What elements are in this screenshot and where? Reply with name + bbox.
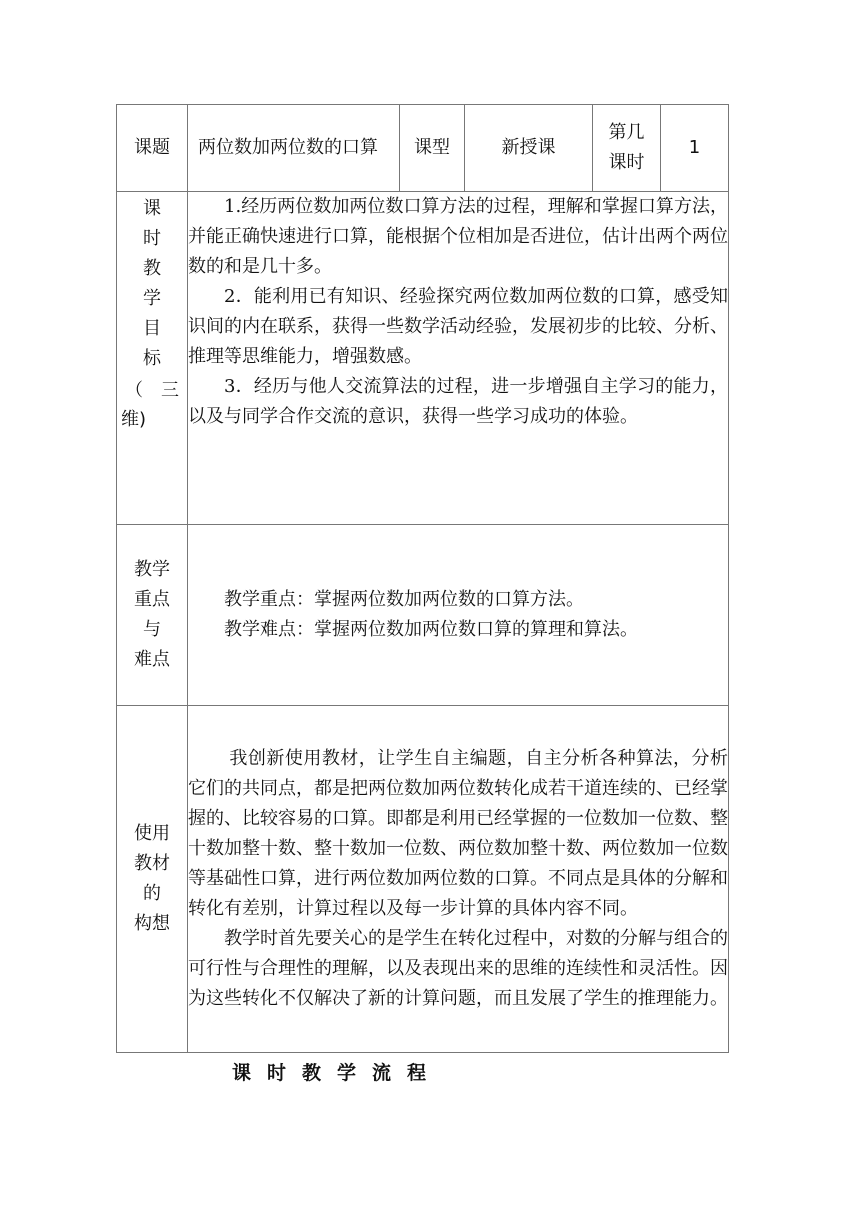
- topic-value: [188, 105, 400, 192]
- materials-label: [117, 706, 188, 1053]
- goal-paragraph-3: 3．经历与他人交流算法的过程，进一步增强自主学习的能力，以及与同学合作交流的意识，获得一些学习成功的体验。: [188, 376, 728, 427]
- goals-label-char: 时: [143, 228, 161, 249]
- materials-label-part: 构想: [134, 913, 170, 934]
- key-point-focus: 教学重点：掌握两位数加两位数的口算方法。: [224, 589, 584, 610]
- key-points-label: [117, 525, 188, 706]
- goals-label-char: 维): [121, 409, 147, 430]
- goals-label-char: 标: [143, 348, 161, 369]
- lesson-label-line2: 课时: [608, 152, 645, 173]
- materials-paragraph-2: 教学时首先要关心的是学生在转化过程中，对数的分解与组合的可行性与合理性的理解，以及表现出来的思维的连续性和灵活性。因为这些转化不仅解决了新的计算问题，而且发展了学生的推理能力。: [188, 928, 728, 1009]
- goals-row: [117, 192, 729, 525]
- goal-paragraph-1: 1.经历两位数加两位数口算方法的过程，理解和掌握口算方法，并能正确快速进行口算，能根据个位相加是否进位，估计出两个两位数的和是几十多。: [188, 196, 728, 277]
- goals-label-char: 学: [143, 288, 161, 309]
- materials-paragraph-1: 我创新使用教材，让学生自主编题，自主分析各种算法，分析它们的共同点，都是把两位数加两位数转化成若干道连续的、已经掌握的、比较容易的口算。即都是利用已经掌握的一位数加一位数、整十数加整十数、整十数加一位数、两位数加整十数、两位数加一位数等基础性口算，进行两位数加两位数的口算。不同点是具体的分解和转化有差别，计算过程以及每一步计算的具体内容不同。: [188, 748, 728, 919]
- topic-label: 课题: [117, 105, 188, 192]
- key-label-part: 难点: [134, 649, 170, 670]
- materials-label-part: 的: [143, 883, 161, 904]
- header-row: [117, 105, 729, 192]
- materials-label-part: 教材: [134, 853, 170, 874]
- goals-label: [117, 192, 188, 525]
- goals-label-char: 课: [143, 198, 161, 219]
- type-value: 新授课: [465, 105, 593, 192]
- key-point-difficulty: 教学难点：掌握两位数加两位数口算的算理和算法。: [224, 619, 638, 640]
- type-label: 课型: [400, 105, 465, 192]
- goals-label-char: 目: [143, 318, 161, 339]
- lesson-number-value: 1: [661, 105, 729, 192]
- flow-title: 课时教学流程: [232, 1062, 443, 1084]
- materials-label-part: 使用: [134, 823, 170, 844]
- key-label-part: 教学: [134, 559, 170, 580]
- materials-content: [188, 706, 729, 1053]
- materials-row: [117, 706, 729, 1053]
- goals-label-char: （ 三: [125, 380, 179, 401]
- key-points-content: [188, 525, 729, 706]
- key-points-row: [117, 525, 729, 706]
- key-label-part: 与: [143, 619, 161, 640]
- key-label-part: 重点: [134, 589, 170, 610]
- topic-value-text: 两位数加两位数的口算: [198, 137, 378, 158]
- goals-label-char: 教: [143, 258, 161, 279]
- lesson-plan-table: [116, 104, 729, 1053]
- lesson-number-label: [593, 105, 661, 192]
- lesson-label-line1: 第几: [608, 122, 645, 143]
- goals-content: [188, 192, 729, 525]
- goal-paragraph-2: 2．能利用已有知识、经验探究两位数加两位数的口算，感受知识间的内在联系，获得一些数学活动经验，发展初步的比较、分析、推理等思维能力，增强数感。: [188, 286, 728, 367]
